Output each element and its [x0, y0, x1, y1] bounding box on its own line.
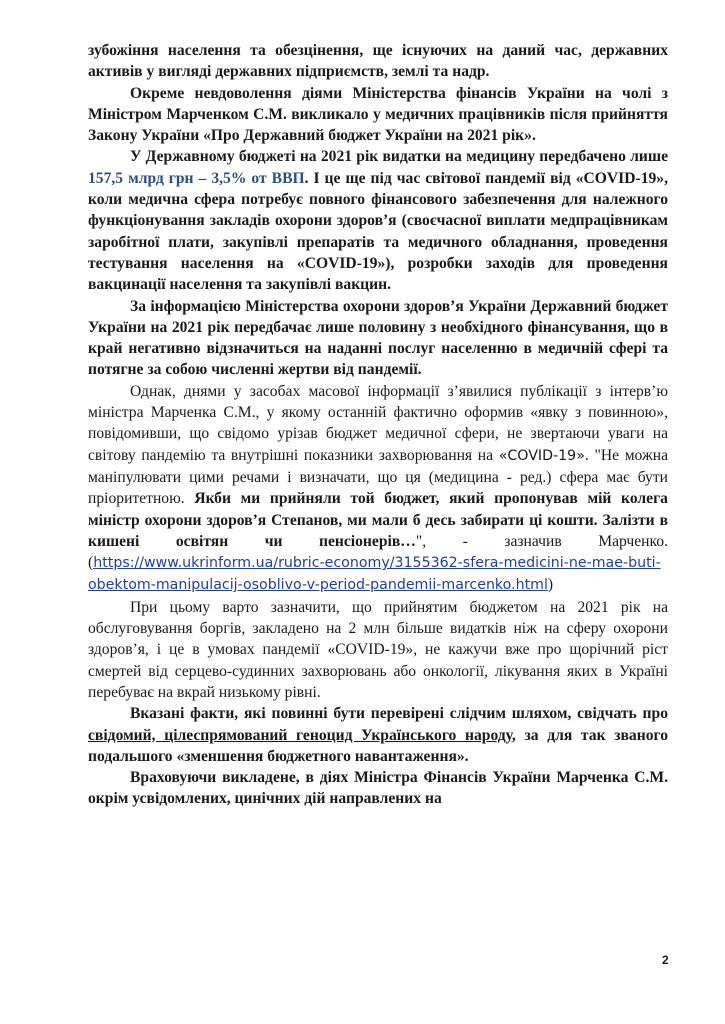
paragraph-8: Враховуючи викладене, в діях Міністра Фінансів України Марченка С.М. окрім усвідомлених, цинічних дій направлених на [88, 769, 668, 808]
paragraph-3-text-b: . І це ще під час світової пандемії від «COVID-19», коли медична сфера потребує повного фінансового забезпечення для належного функціонування закладів охорони здоров’я (своєчасної виплати медпрацівникам заробітної плати, закупівлі препаратів та медичного обладнання, проведення тестування населення на «COVID-19»), розробки заходів для проведення вакцинації населення та закупівлі вакцин. [88, 169, 668, 294]
paragraph-6: При цьому варто зазначити, що прийнятим бюджетом на 2021 рік на обслуговування боргів, закладено на 2 млн більше видатків ніж на сферу охорони здоров’я, і це в умовах пандемії «COVID-19», не кажучи вже про щорічний ріст смертей від серцево-судинних захворювань або онкології, лікування яких в Україні перебуває на вкрай низькому рівні. [88, 598, 668, 701]
document-body [88, 40, 668, 810]
paragraph-1: зубожіння населення та обезцінення, ще існуючих на даний час, державних активів у вигляді державних підприємств, землі та надр. [88, 42, 668, 81]
paragraph-5-text-c: ", - зазначив Марченко. ( [88, 532, 668, 572]
page-number: 2 [662, 953, 669, 967]
paragraph-5 [88, 381, 668, 597]
source-link[interactable]: https://www.ukrinform.ua/rubric-economy/3155362-sfera-medicini-ne-mae-buti-obektom-manipulacij-osoblivo-v-period-pandemii-marcenko.html [88, 555, 661, 594]
paragraph-7-text-a: Вказані факти, які повинні бути перевірені слідчим шляхом, свідчать про [130, 705, 668, 723]
paragraph-5-text-b: . "Не можна маніпулювати цими речами і визначати, що ця (медицина - ред.) сфера має бути пріоритетною. [88, 446, 669, 508]
paragraph-3 [88, 146, 668, 295]
paragraph-3-text-a: У Державному бюджеті на 2021 рік видатки на медицину передбачено лише [130, 148, 668, 166]
paragraph-5-text-a: Однак, днями у засобах масової інформації з’явилися публікації з інтерв’ю міністра Марченка С.М., у якому останній фактично оформив «явку з повинною», повідомивши, що свідомо урізав бюджет медичної сфери, не звертаючи уваги на світову пандемію та внутрішні показники захворювання на [88, 382, 668, 464]
paragraph-7 [88, 703, 668, 767]
paragraph-5-text-d: ) [547, 576, 554, 594]
paragraph-7-text-b: , за для так званого подальшого «зменшення бюджетного навантаження». [88, 726, 668, 765]
genocide-statement: свідомий, цілеспрямований геноцид Українського народу [88, 726, 512, 744]
covid-term: «COVID-19» [498, 447, 585, 464]
paragraph-2: Окреме невдоволення діями Міністерства фінансів України на чолі з Міністром Марченком С.М. викликало у медичних працівників після прийняття Закону України «Про Державний бюджет України на 2021 рік». [88, 84, 668, 145]
paragraph-4: За інформацією Міністерства охорони здоров’я України Державний бюджет України на 2021 рік передбачає лише половину з необхідного фінансування, що в край негативно відзначиться на наданні послуг населенню в медичній сфері та потягне за собою численні жертви від пандемії. [88, 297, 668, 379]
budget-highlight: 157,5 млрд грн – 3,5% от ВВП [88, 169, 305, 187]
quote-bold: Якби ми прийняли той бюджет, який пропонував мій колега міністр охорони здоров’я Степанов, ми мали б десь забирати ці кошти. Залізти в кишені освітян чи пенсіонерів… [88, 490, 668, 550]
